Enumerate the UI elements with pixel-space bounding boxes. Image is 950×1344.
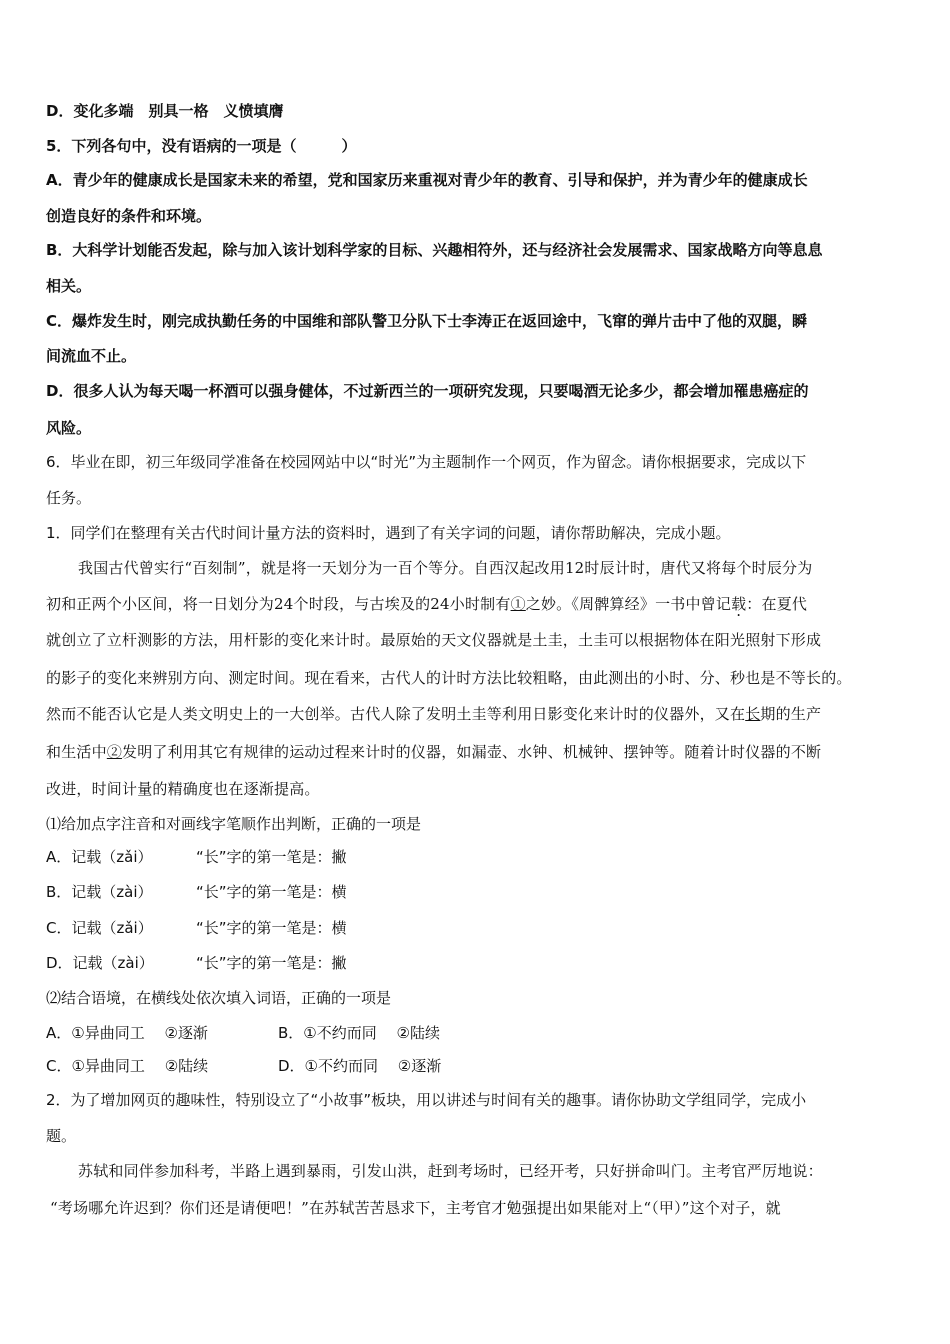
q5-option-a-line1: A．青少年的健康成长是国家未来的希望，党和国家历来重视对青少年的教育、引导和保护，并为青少年的健康成长 [46,171,808,189]
s1-option-d: D．记载（zài） “长”字的第一笔是：撇 [46,954,347,972]
story-line-2: “考场哪允许迟到？你们还是请便吧！”在苏轼苦苦恳求下，主考官才勉强提出如果能对上“（甲）”这个对子，就 [50,1199,781,1217]
q5-option-b-line1: B．大科学计划能否发起，除与加入该计划科学家的目标、兴趣相符外，还与经济社会发展需求、国家战略方向等息息 [46,241,823,259]
q5-option-b-line2: 相关。 [46,277,92,295]
q6-intro-line2: 任务。 [46,489,92,507]
q4-option-d: D．变化多端 别具一格 义愤填膺 [46,102,284,120]
s2-options-ab: A．①异曲同工 ②逐渐 B．①不约而同 ②陆续 [46,1024,440,1042]
q5-option-a-line2: 创造良好的条件和环境。 [46,207,212,225]
passage-line-5: 然而不能否认它是人类文明史上的一大创举。古代人除了发明土圭等利用日影变化来计时的仪器外，又在长期的生产 [46,705,822,723]
passage-line-1: 我国古代曾实行“百刻制”，就是将一天划分为一百个等分。自西汉起改用12时辰计时，唐代又将每个时辰分为 [78,559,813,577]
story-line-1: 苏轼和同伴参加科考，半路上遇到暴雨，引发山洪，赶到考场时，已经开考，只好拼命叫门。主考官严厉地说： [78,1162,823,1180]
passage-line-2: 初和正两个小区间，将一日划分为24个时段，与古埃及的24小时制有①之妙。《周髀算经》一书中曾记载：在夏代 [46,595,808,613]
passage-line-3: 就创立了立杆测影的方法，用杆影的变化来计时。最原始的天文仪器就是土圭，土圭可以根据物体在阳光照射下形成 [46,631,822,649]
s2-stem: ⑵结合语境，在横线处依次填入词语，正确的一项是 [46,989,392,1007]
q5-option-c-line1: C．爆炸发生时，刚完成执勤任务的中国维和部队警卫分队下士李涛正在返回途中，飞窜的弹片击中了他的双腿，瞬 [46,312,808,330]
q6-sub2-line1: 2．为了增加网页的趣味性，特别设立了“小故事”板块，用以讲述与时间有关的趣事。请你协助文学组同学，完成小 [46,1091,807,1109]
s1-option-a: A．记载（zǎi） “长”字的第一笔是：撇 [46,848,347,866]
s2-options-cd: C．①异曲同工 ②陆续 D．①不约而同 ②逐渐 [46,1057,442,1075]
q6-sub1-stem: 1．同学们在整理有关古代时间计量方法的资料时，遇到了有关字词的问题，请你帮助解决，完成小题。 [46,524,731,542]
underlined-char-chang: 长 [745,705,761,723]
passage-line-7: 改进，时间计量的精确度也在逐渐提高。 [46,780,320,798]
q6-sub2-line2: 题。 [46,1127,77,1145]
passage-line-6: 和生活中②发明了利用其它有规律的运动过程来计时的仪器，如漏壶、水钟、机械钟、摆钟等。随着计时仪器的不断 [46,743,822,761]
blank-1: ① [510,595,526,613]
q5-option-d-line2: 风险。 [46,419,92,437]
s1-option-b: B．记载（zài） “长”字的第一笔是：横 [46,883,347,901]
passage-line-4: 的影子的变化来辨别方向、测定时间。现在看来，古代人的计时方法比较粗略，由此测出的小时、分、秒也是不等长的。 [46,669,852,687]
q5-option-d-line1: D．很多人认为每天喝一杯酒可以强身健体，不过新西兰的一项研究发现，只要喝酒无论多少，都会增加罹患癌症的 [46,382,809,400]
s1-option-c: C．记载（zǎi） “长”字的第一笔是：横 [46,919,347,937]
q5-stem: 5．下列各句中，没有语病的一项是（ ） [46,137,357,155]
blank-2: ② [106,743,123,761]
dotted-char-zai: 载 [731,595,747,613]
s1-stem: ⑴给加点字注音和对画线字笔顺作出判断，正确的一项是 [46,815,422,833]
q6-intro-line1: 6．毕业在即，初三年级同学准备在校园网站中以“时光”为主题制作一个网页，作为留念。请你根据要求，完成以下 [46,453,807,471]
q5-option-c-line2: 间流血不止。 [46,347,137,365]
